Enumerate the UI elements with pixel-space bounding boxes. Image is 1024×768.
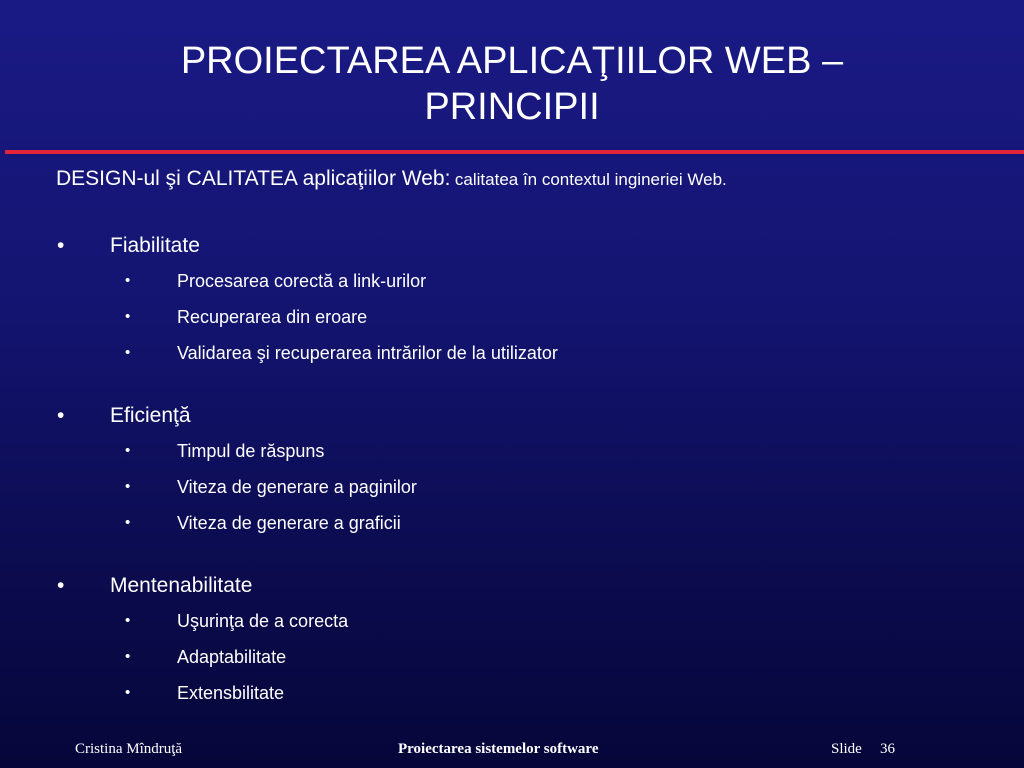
sub-bullet-item xyxy=(0,306,1024,342)
bullet-icon: • xyxy=(57,574,65,597)
bullet-icon: • xyxy=(125,478,131,495)
slide-title xyxy=(0,38,1024,130)
sub-bullet-label: Adaptabilitate xyxy=(177,647,287,667)
bullet-label: Eficienţă xyxy=(110,404,191,427)
sub-list xyxy=(0,440,1024,548)
sub-bullet-item xyxy=(0,270,1024,306)
slide-title-line-1: PROIECTAREA APLICAŢIILOR WEB – xyxy=(180,40,844,82)
bullet-icon: • xyxy=(57,234,65,257)
sub-bullet-item xyxy=(0,476,1024,512)
sub-list xyxy=(0,270,1024,378)
footer-author: Cristina Mîndruţă xyxy=(75,741,183,757)
bullet-icon: • xyxy=(125,442,131,459)
bullet-item xyxy=(0,402,1024,430)
section-fiabilitate xyxy=(0,232,1024,378)
bullet-icon: • xyxy=(125,272,131,289)
bullet-icon: • xyxy=(125,514,131,531)
sub-bullet-label: Viteza de generare a paginilor xyxy=(177,477,417,497)
bullet-label: Fiabilitate xyxy=(110,234,200,257)
subtitle-detail: calitatea în contextul ingineriei Web. xyxy=(454,170,727,189)
bullet-icon: • xyxy=(125,612,131,629)
sub-bullet-item xyxy=(0,610,1024,646)
bullet-icon: • xyxy=(125,308,131,325)
bullet-label: Mentenabilitate xyxy=(110,574,253,597)
footer-slide-number: 36 xyxy=(880,741,895,757)
sub-bullet-label: Procesarea corectă a link-urilor xyxy=(177,271,427,291)
sub-bullet-item xyxy=(0,512,1024,548)
title-divider xyxy=(5,150,1024,154)
bullet-item xyxy=(0,572,1024,600)
bullet-icon: • xyxy=(125,684,131,701)
sub-bullet-label: Uşurinţa de a corecta xyxy=(177,611,349,631)
slide-footer xyxy=(0,738,1024,760)
footer-course-title: Proiectarea sistemelor software xyxy=(398,741,599,757)
section-eficienta xyxy=(0,402,1024,548)
sub-list xyxy=(0,610,1024,718)
sub-bullet-item xyxy=(0,440,1024,476)
slide-title-line-2: PRINCIPII xyxy=(424,86,600,128)
sub-bullet-label: Validarea şi recuperarea intrărilor de la utilizator xyxy=(177,343,558,363)
bullet-item xyxy=(0,232,1024,260)
sub-bullet-label: Recuperarea din eroare xyxy=(177,307,368,327)
bullet-icon: • xyxy=(57,404,65,427)
sub-bullet-item xyxy=(0,342,1024,378)
sub-bullet-item xyxy=(0,646,1024,682)
sub-bullet-label: Timpul de răspuns xyxy=(177,441,325,461)
footer-slide-label: Slide xyxy=(831,741,862,757)
slide-subtitle xyxy=(56,167,996,191)
sub-bullet-label: Extensbilitate xyxy=(177,683,285,703)
subtitle-main: DESIGN-ul şi CALITATEA aplicaţiilor Web: xyxy=(56,167,451,190)
bullet-icon: • xyxy=(125,648,131,665)
sub-bullet-item xyxy=(0,682,1024,718)
bullet-icon: • xyxy=(125,344,131,361)
section-mentenabilitate xyxy=(0,572,1024,718)
sub-bullet-label: Viteza de generare a graficii xyxy=(177,513,401,533)
